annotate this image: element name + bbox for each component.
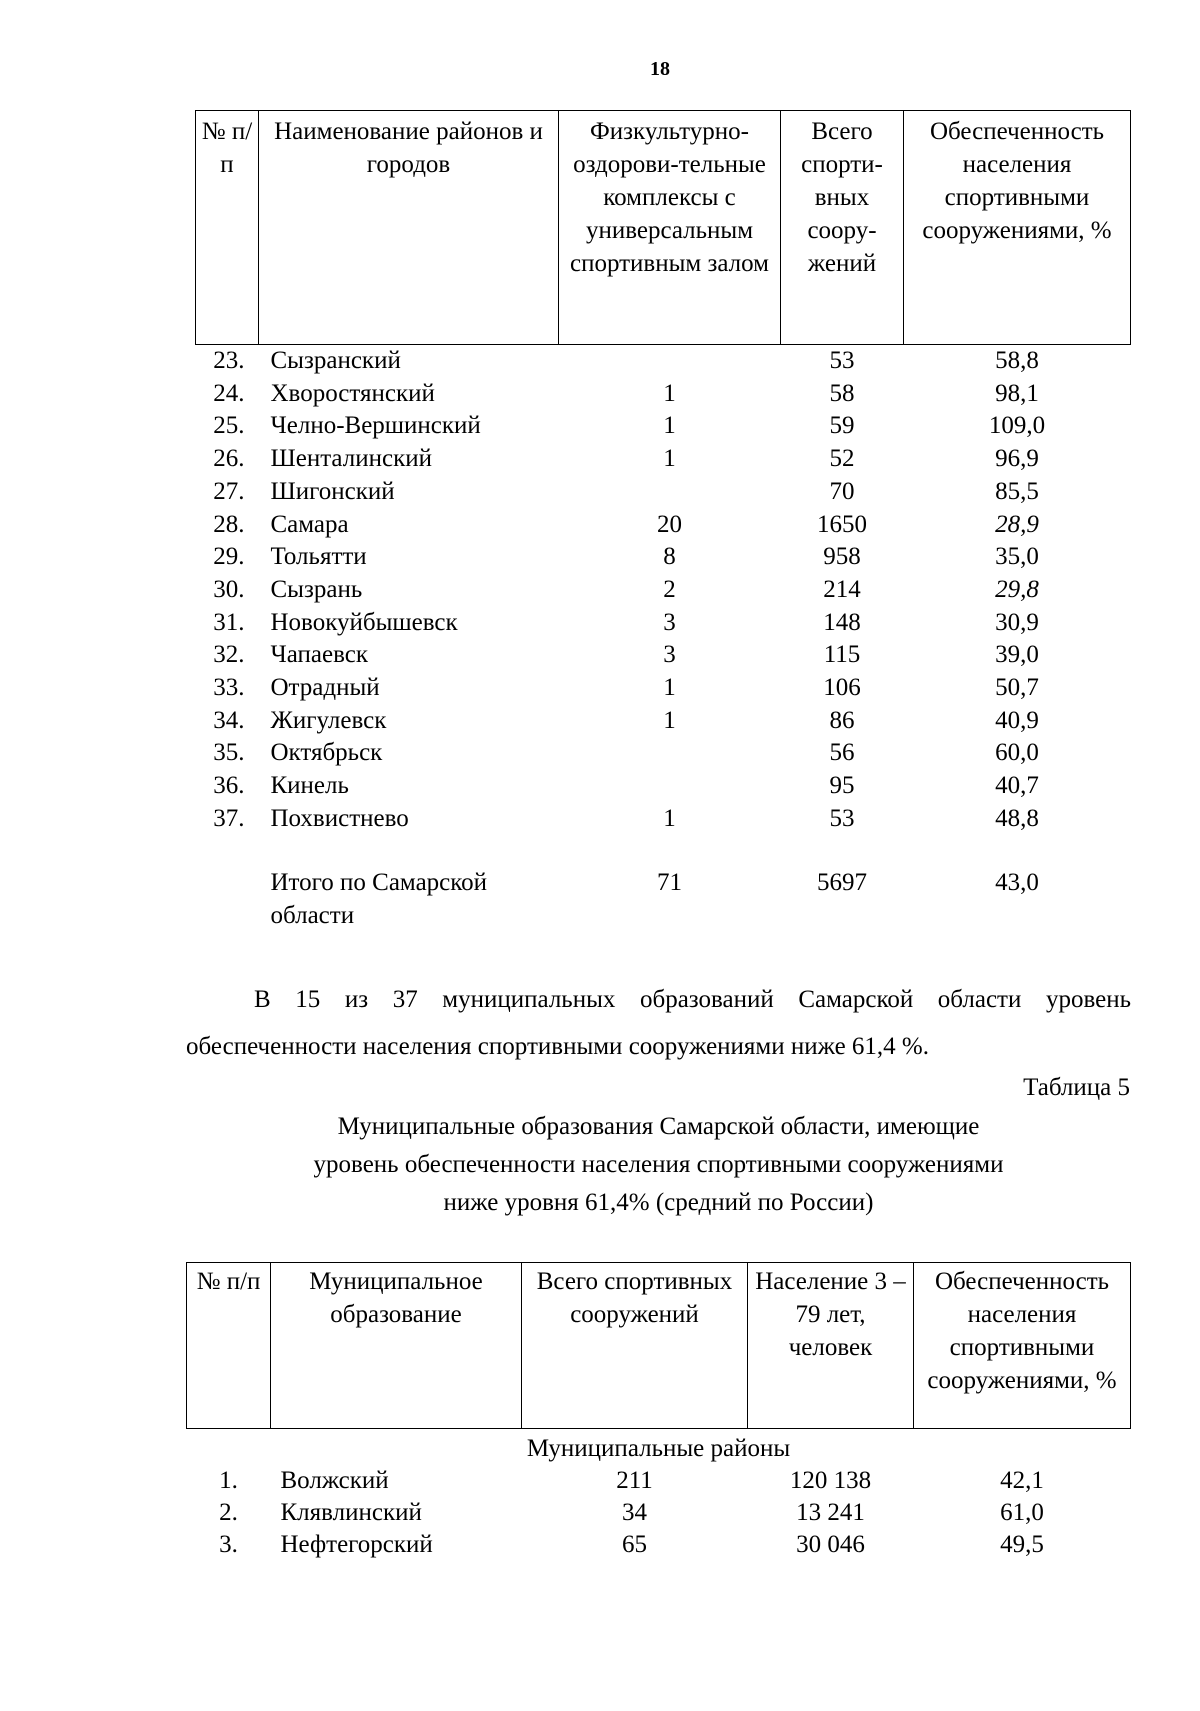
row-name: Сызрань [270,575,363,603]
row-facilities: 106 [823,674,861,702]
table-row [196,607,1131,640]
row-number: 1. [219,1467,238,1494]
header-provision: Обеспеченность населения спортивными сооружениями, % [904,111,1131,345]
table-row [196,770,1131,803]
row-facilities: 53 [829,347,855,374]
row-name: Сызранский [270,347,401,374]
row-number: 2. [219,1499,238,1526]
row-complexes: 1 [663,804,676,832]
row-provision: 109,0 [988,412,1046,440]
total-number [196,836,259,932]
header-population: Население 3 – 79 лет, человек [748,1263,914,1429]
row-number: 26. [213,445,245,473]
row-facilities: 115 [823,641,861,669]
row-population: 120 138 [789,1467,872,1494]
row-name: Отрадный [270,674,380,702]
table-title-line: ниже уровня 61,4% (средний по России) [443,1189,874,1216]
row-provision: 42,1 [1000,1467,1044,1494]
total-name: Итого по Самарской области [270,868,488,929]
row-provision: 98,1 [995,379,1039,407]
row-provision: 40,7 [995,772,1039,800]
row-provision: 28,9 [995,510,1039,538]
row-number: 32. [213,641,245,669]
row-complexes: 1 [663,674,676,702]
row-name: Волжский [280,1467,389,1494]
row-provision: 48,8 [995,804,1039,832]
page-number: 18 [650,58,670,80]
row-number: 35. [213,739,245,767]
row-population: 30 046 [796,1531,865,1558]
table-row [196,443,1131,476]
header-name: Наименование районов и городов [259,111,559,345]
header-complexes: Физкультурно-оздорови-тельные комплексы с универсальным спортивным залом [559,111,781,345]
table-row [187,1465,1131,1497]
total-facilities: 5697 [817,868,867,896]
row-provision: 40,9 [995,706,1039,734]
table-header-row [196,111,1131,345]
row-complexes: 1 [663,379,676,407]
row-name: Нефтегорский [280,1531,433,1558]
row-number: 33. [213,674,245,702]
row-number: 30. [213,575,245,603]
table-row [196,345,1131,378]
paragraph-line-2: обеспеченности населения спортивными сооружениями ниже 61,4 %. [186,1033,929,1060]
row-complexes: 1 [663,445,676,473]
row-provision: 35,0 [995,543,1039,571]
row-provision: 85,5 [995,477,1039,505]
header-provision: Обеспеченность населения спортивными сооружениями, % [914,1263,1131,1429]
row-facilities: 52 [829,445,855,473]
row-name: Хворостянский [270,379,435,407]
row-number: 29. [213,543,245,571]
row-provision: 29,8 [995,575,1039,603]
row-complexes: 1 [663,412,676,440]
total-row [196,836,1131,932]
table-row [187,1497,1131,1529]
row-provision: 50,7 [995,674,1039,702]
table-row [196,378,1131,411]
row-complexes: 20 [657,510,682,538]
row-name: Шигонский [270,477,395,505]
table-body [196,345,1131,932]
row-facilities: 86 [829,706,855,734]
row-name: Новокуйбышевск [270,608,458,636]
header-facilities: Всего спортивных сооружений [522,1263,748,1429]
row-facilities: 53 [829,804,855,832]
row-facilities: 59 [829,412,855,440]
table-row [196,705,1131,738]
row-facilities: 958 [823,543,861,571]
row-provision: 96,9 [995,445,1039,473]
row-number: 25. [213,412,245,440]
row-complexes [559,476,781,509]
row-number: 3. [219,1531,238,1558]
row-number: 24. [213,379,245,407]
table-title [186,1108,1131,1222]
row-name: Чапаевск [270,641,368,669]
header-name: Муниципальное образование [271,1263,522,1429]
table-row [196,410,1131,443]
sports-facilities-table [195,110,1131,932]
row-complexes [559,345,781,378]
row-complexes: 3 [663,608,676,636]
row-complexes: 1 [663,706,676,734]
row-facilities: 70 [829,477,855,505]
row-name: Челно-Вершинский [270,412,481,440]
municipalities-table [186,1262,1131,1561]
summary-paragraph [186,976,1131,1070]
row-name: Кинель [270,772,349,800]
row-complexes [559,770,781,803]
group-label: Муниципальные районы [526,1435,791,1462]
table-label: Таблица 5 [1023,1074,1130,1101]
row-provision: 61,0 [1000,1499,1044,1526]
row-facilities: 1650 [817,510,867,538]
header-num: № п/п [187,1263,271,1429]
table-row [196,574,1131,607]
row-name: Октябрьск [270,739,383,767]
row-provision: 60,0 [995,739,1039,767]
row-name: Клявлинский [280,1499,422,1526]
table-row [196,803,1131,836]
row-facilities: 58 [829,379,855,407]
table-body [187,1429,1131,1562]
paragraph-line-1: В 15 из 37 муниципальных образований Самарской области уровень [254,986,1131,1013]
row-complexes: 2 [663,575,676,603]
row-number: 31. [213,608,245,636]
row-name: Тольятти [270,543,367,571]
table-row [196,639,1131,672]
row-name: Шенталинский [270,445,432,473]
row-number: 37. [213,804,245,832]
row-complexes: 3 [663,641,676,669]
table-title-line: уровень обеспеченности населения спортивными сооружениями [313,1151,1004,1178]
row-complexes: 8 [663,543,676,571]
row-name: Жигулевск [270,706,387,734]
row-complexes [559,737,781,770]
row-provision: 39,0 [995,641,1039,669]
table-row [196,509,1131,542]
row-facilities: 95 [829,772,855,800]
table-row [187,1529,1131,1561]
row-facilities: 65 [622,1531,647,1558]
row-number: 27. [213,477,245,505]
table-row [196,737,1131,770]
row-number: 28. [213,510,245,538]
row-facilities: 148 [823,608,861,636]
header-num: № п/п [196,111,259,345]
row-facilities: 56 [829,739,855,767]
row-provision: 30,9 [995,608,1039,636]
row-provision: 58,8 [995,347,1039,374]
table-row [196,541,1131,574]
row-number: 23. [213,347,245,374]
row-provision: 49,5 [1000,1531,1044,1558]
total-provision: 43,0 [995,868,1039,896]
row-population: 13 241 [796,1499,865,1526]
table-title-line: Муниципальные образования Самарской области, имеющие [337,1113,980,1140]
row-number: 36. [213,772,245,800]
total-complexes: 71 [657,868,682,896]
row-number: 34. [213,706,245,734]
table-row [196,672,1131,705]
row-name: Похвистнево [270,804,409,832]
group-row [187,1429,1131,1466]
header-facilities: Всего спорти-вных соору-жений [781,111,904,345]
row-facilities: 214 [823,575,861,603]
table-row [196,476,1131,509]
table-header-row [187,1263,1131,1429]
row-facilities: 211 [616,1467,653,1494]
row-name: Самара [270,510,349,538]
row-facilities: 34 [622,1499,647,1526]
